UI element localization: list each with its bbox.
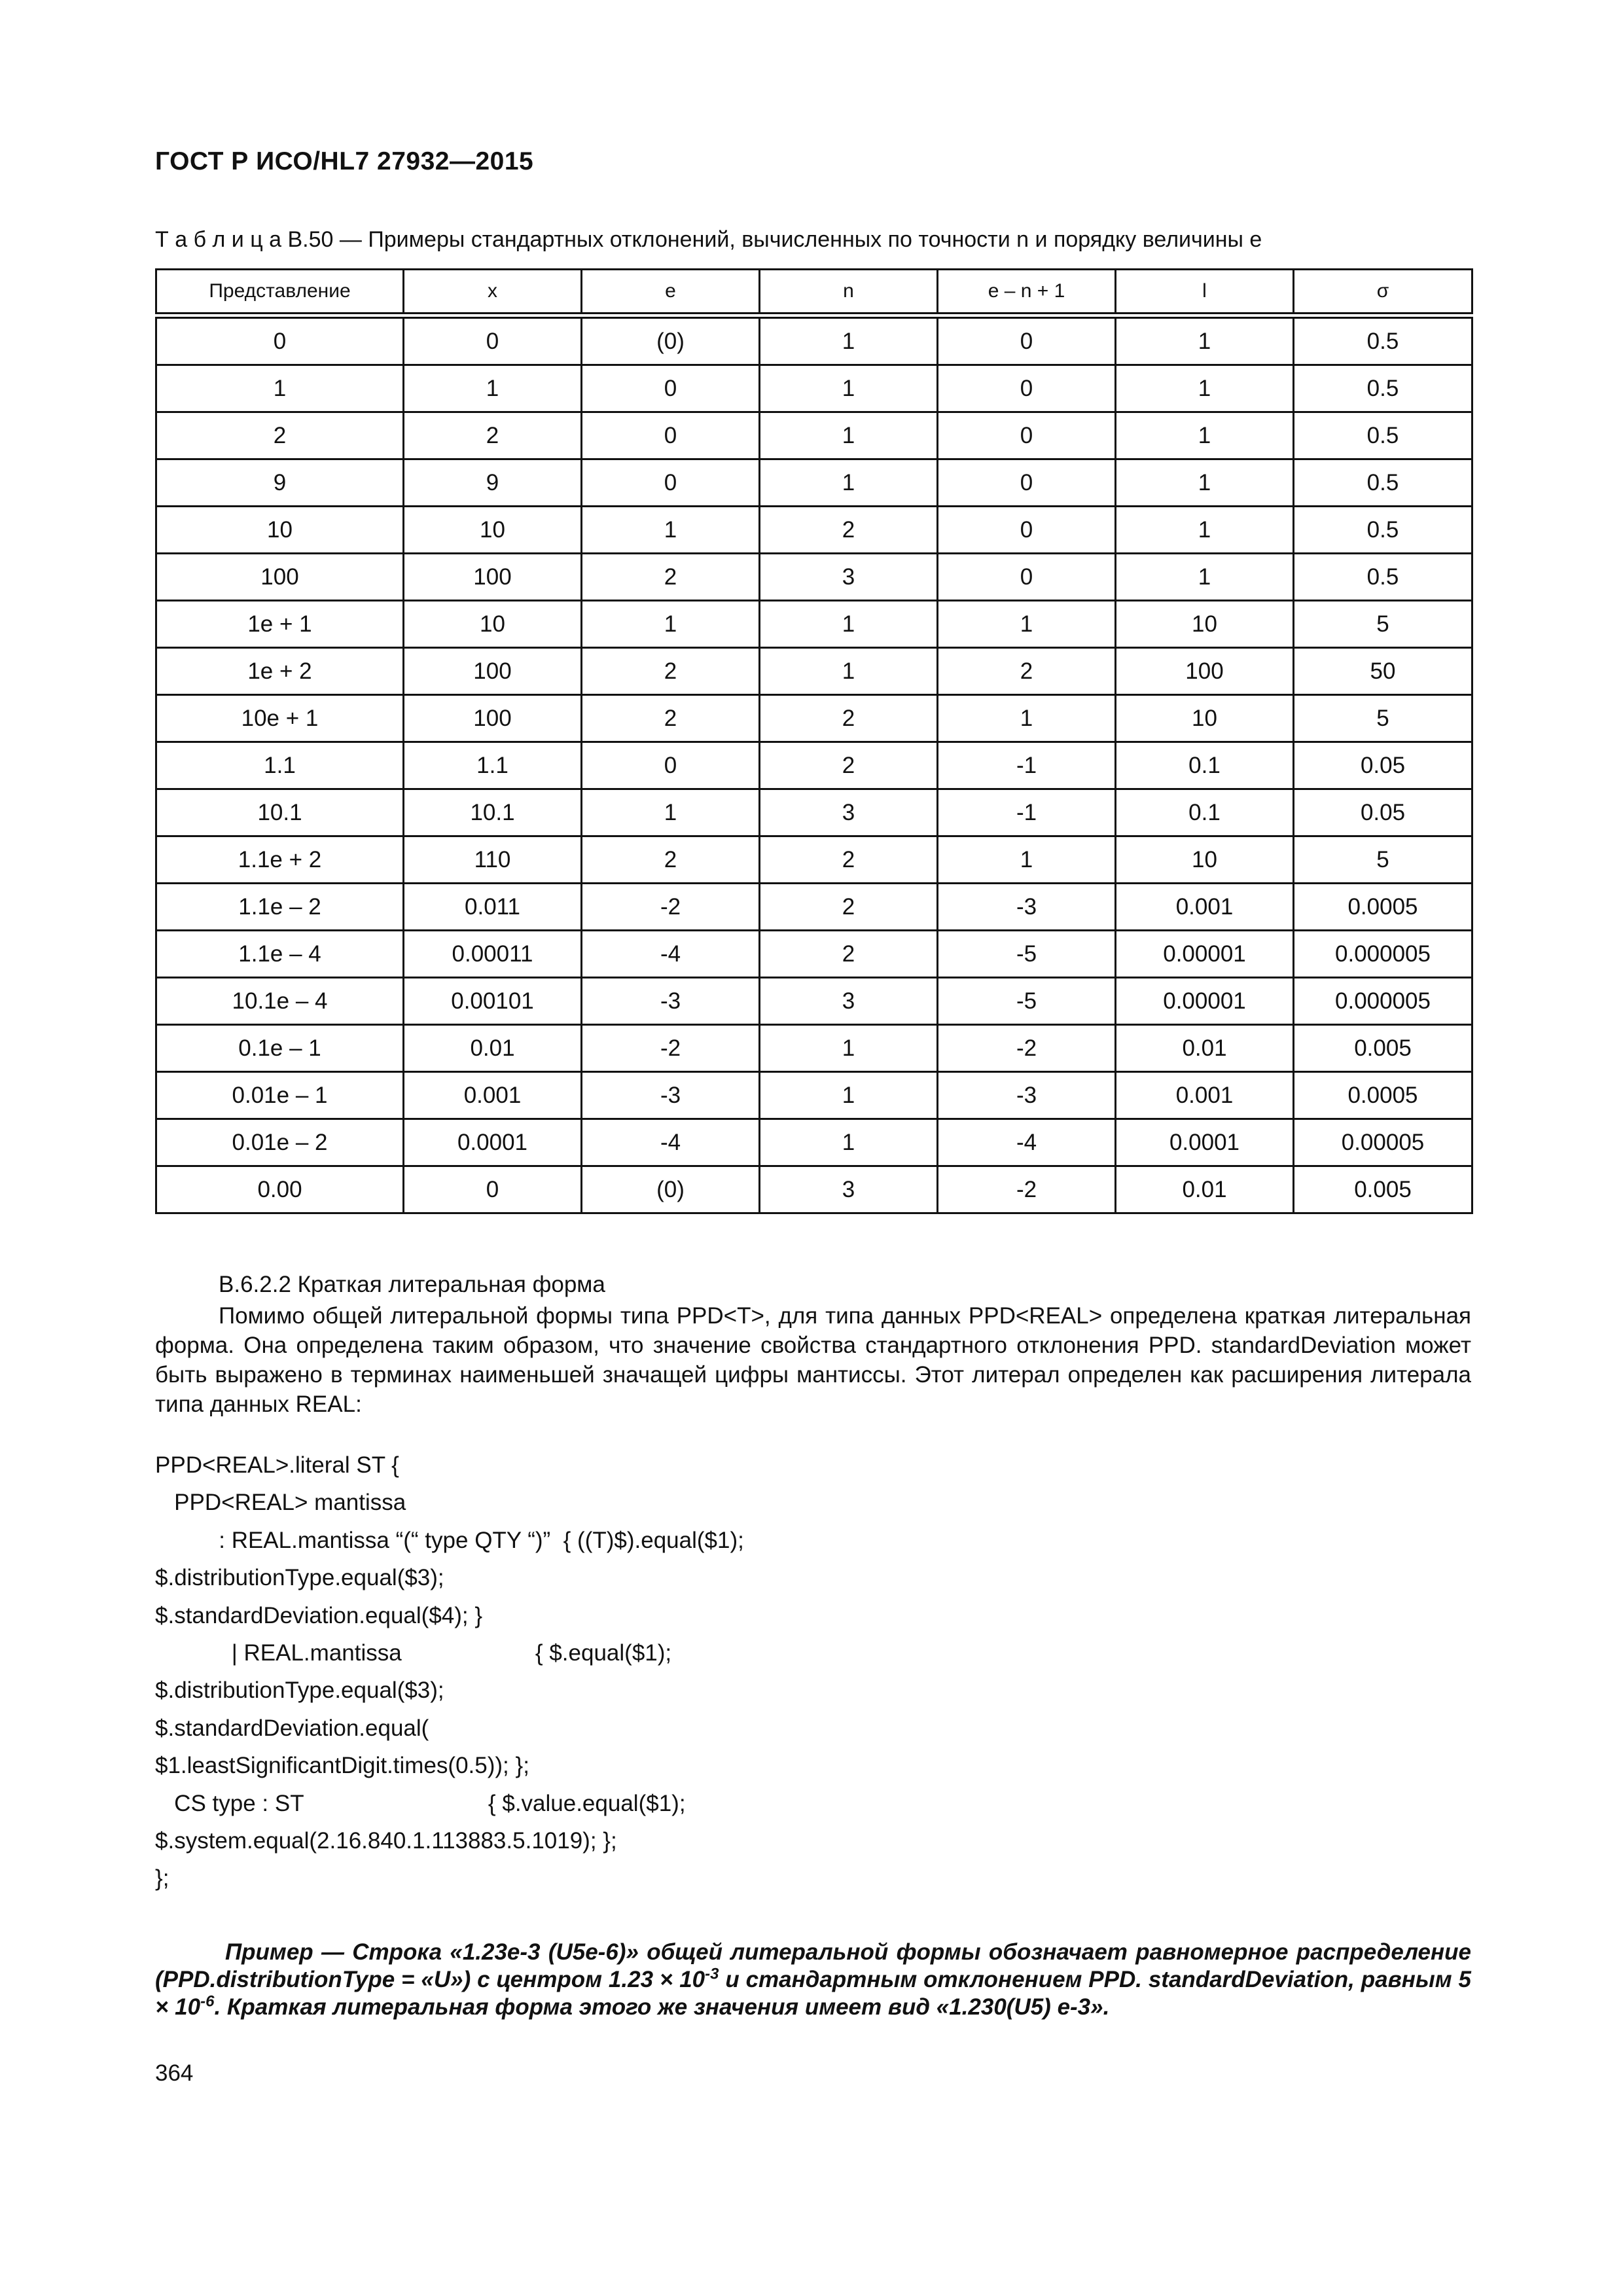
table-cell: 1 (1116, 507, 1294, 554)
table-row (156, 789, 1472, 836)
table-cell: 0.1e – 1 (156, 1025, 404, 1072)
table-caption (155, 227, 1262, 253)
table-cell: 1 (760, 648, 938, 695)
table-cell: 0.5 (1294, 554, 1472, 601)
table-cell: 0.5 (1294, 412, 1472, 459)
table-cell: 9 (156, 459, 404, 507)
table-cell: 0 (938, 459, 1116, 507)
table-cell: 0.01e – 2 (156, 1119, 404, 1166)
table-cell: 0.01 (1116, 1166, 1294, 1213)
table-cell: 1.1e – 2 (156, 884, 404, 931)
table-cell: 0.01 (404, 1025, 582, 1072)
column-header: l (1116, 270, 1294, 316)
table-cell: 1.1 (156, 742, 404, 789)
table-cell: 10 (156, 507, 404, 554)
table-cell: (0) (582, 315, 760, 365)
table-cell: 1 (760, 412, 938, 459)
table-cell: 0 (938, 412, 1116, 459)
table-row (156, 1119, 1472, 1166)
table-caption-label: Т а б л и ц а (155, 227, 282, 252)
table-cell: -4 (582, 931, 760, 978)
table-cell: 9 (404, 459, 582, 507)
code-line: : REAL.mantissa “(“ type QTY “)” { ((T)$).equal($1); (155, 1527, 744, 1553)
table-cell: 0.00005 (1294, 1119, 1472, 1166)
table-cell: 1 (760, 601, 938, 648)
table-cell: -5 (938, 978, 1116, 1025)
table-cell: 0.000005 (1294, 931, 1472, 978)
table-cell: 2 (938, 648, 1116, 695)
table-cell: 0.1 (1116, 789, 1294, 836)
table-row (156, 695, 1472, 742)
table-cell: 0.5 (1294, 459, 1472, 507)
table-cell: 0 (404, 315, 582, 365)
table-row (156, 412, 1472, 459)
table-row (156, 365, 1472, 412)
table-cell: -4 (938, 1119, 1116, 1166)
table-cell: 10.1 (156, 789, 404, 836)
table-cell: 110 (404, 836, 582, 884)
table-caption-text: В.50 — Примеры стандартных отклонений, вычисленных по точности n и порядку величины e (287, 227, 1262, 252)
table-cell: 1 (760, 1119, 938, 1166)
table-cell: 0.00011 (404, 931, 582, 978)
table-cell: 1 (156, 365, 404, 412)
table-cell: 2 (760, 884, 938, 931)
table-row (156, 648, 1472, 695)
table-cell: 1 (1116, 554, 1294, 601)
table-cell: 1 (938, 601, 1116, 648)
column-header: n (760, 270, 938, 316)
table-cell: -3 (582, 978, 760, 1025)
example-text-1: Пример — Строка «1.23e-3 (U5e-6)» общей литеральной формы обозначает равномерное распределение (PPD.distributionType = «U») с центром 1.23 × 10 (155, 1939, 1471, 1992)
code-line: CS type : ST { $.value.equal($1); (155, 1790, 686, 1816)
table-cell: 0 (404, 1166, 582, 1213)
table-cell: 100 (156, 554, 404, 601)
table-cell: 3 (760, 554, 938, 601)
code-line: PPD<REAL>.literal ST { (155, 1452, 399, 1478)
table-cell: 0.0001 (404, 1119, 582, 1166)
table-cell: 2 (582, 695, 760, 742)
table-row (156, 1025, 1472, 1072)
table-cell: 0.001 (404, 1072, 582, 1119)
table-cell: 0.00101 (404, 978, 582, 1025)
code-line: $.system.equal(2.16.840.1.113883.5.1019); }; (155, 1828, 617, 1854)
section-title: В.6.2.2 Краткая литеральная форма (219, 1272, 605, 1297)
code-line: $.distributionType.equal($3); (155, 1565, 444, 1591)
table-cell: 1 (582, 507, 760, 554)
table-cell: 2 (404, 412, 582, 459)
table-row (156, 507, 1472, 554)
table-cell: 1 (582, 789, 760, 836)
page-number: 364 (155, 2060, 194, 2086)
table-cell: 1.1e – 4 (156, 931, 404, 978)
table-cell: 2 (582, 554, 760, 601)
section-paragraph: Помимо общей литеральной формы типа PPD<T>, для типа данных PPD<REAL> определена краткая литеральная форма. Она определена таким образом, что значение свойства стандартного отклонения PPD. standardDeviation может быть выражено в терминах наименьшей значащей цифры мантиссы. Этот литерал определен как расширения литерала типа данных REAL: (155, 1303, 1471, 1417)
column-header: Представление (156, 270, 404, 316)
standard-header: ГОСТ Р ИСО/HL7 27932—2015 (155, 147, 534, 175)
table-cell: 0.000005 (1294, 978, 1472, 1025)
table-cell: 1 (760, 1072, 938, 1119)
table-cell: 2 (760, 836, 938, 884)
table-cell: 1 (404, 365, 582, 412)
table-cell: 0.01e – 1 (156, 1072, 404, 1119)
table-cell: 100 (404, 648, 582, 695)
table-cell: 0.01 (1116, 1025, 1294, 1072)
table-row (156, 931, 1472, 978)
table-cell: 10 (404, 601, 582, 648)
column-header: e – n + 1 (938, 270, 1116, 316)
table-cell: 3 (760, 1166, 938, 1213)
table-cell: 1 (1116, 365, 1294, 412)
table-cell: 2 (156, 412, 404, 459)
table-cell: 0.00 (156, 1166, 404, 1213)
table-cell: (0) (582, 1166, 760, 1213)
table-cell: 10 (1116, 601, 1294, 648)
table-cell: 1 (1116, 412, 1294, 459)
table-cell: 0.005 (1294, 1166, 1472, 1213)
table-row (156, 1072, 1472, 1119)
table-cell: 0.05 (1294, 789, 1472, 836)
table-cell: 0.001 (1116, 1072, 1294, 1119)
table-cell: 1 (760, 365, 938, 412)
table-cell: 0.5 (1294, 507, 1472, 554)
table-cell: 10 (404, 507, 582, 554)
table-cell: 3 (760, 978, 938, 1025)
table-cell: -2 (582, 884, 760, 931)
table-cell: -2 (938, 1025, 1116, 1072)
table-cell: -5 (938, 931, 1116, 978)
table-cell: -1 (938, 742, 1116, 789)
table-row (156, 884, 1472, 931)
table-cell: 100 (1116, 648, 1294, 695)
column-header: x (404, 270, 582, 316)
table-header-row (156, 270, 1472, 316)
table-cell: 0.0005 (1294, 1072, 1472, 1119)
code-line: PPD<REAL> mantissa (155, 1490, 406, 1516)
table-cell: -2 (938, 1166, 1116, 1213)
table-row (156, 836, 1472, 884)
table-cell: 1e + 1 (156, 601, 404, 648)
table-cell: 0.5 (1294, 365, 1472, 412)
table-cell: 1 (938, 836, 1116, 884)
column-header: e (582, 270, 760, 316)
table-row (156, 601, 1472, 648)
example-text-3: . Краткая литеральная форма этого же значения имеет вид «1.230(U5) e-3». (214, 1994, 1110, 2020)
table-cell: 10.1e – 4 (156, 978, 404, 1025)
table-cell: 1.1e + 2 (156, 836, 404, 884)
table-cell: 1 (1116, 459, 1294, 507)
table-cell: 0.00001 (1116, 931, 1294, 978)
table-cell: 2 (760, 507, 938, 554)
table-cell: -2 (582, 1025, 760, 1072)
code-line: | REAL.mantissa { $.equal($1); (155, 1640, 672, 1666)
table-cell: 2 (582, 648, 760, 695)
table-cell: 0.05 (1294, 742, 1472, 789)
table-row (156, 742, 1472, 789)
table-cell: 2 (760, 695, 938, 742)
table-cell: -3 (938, 884, 1116, 931)
table-row (156, 978, 1472, 1025)
table-cell: 10e + 1 (156, 695, 404, 742)
table-row (156, 554, 1472, 601)
table-cell: 10 (1116, 836, 1294, 884)
table-cell: 0 (582, 459, 760, 507)
table-cell: 0 (938, 365, 1116, 412)
table-cell: 0 (582, 365, 760, 412)
example-text-2: и стандартным отклонением PPD. standardDeviation, равным 5 × 10 (155, 1967, 1471, 2020)
table-cell: 0.1 (1116, 742, 1294, 789)
table-cell: 0.0001 (1116, 1119, 1294, 1166)
table-cell: 0 (156, 315, 404, 365)
table-cell: 1e + 2 (156, 648, 404, 695)
table-cell: 0.00001 (1116, 978, 1294, 1025)
table-cell: 0.5 (1294, 315, 1472, 365)
table-cell: 10.1 (404, 789, 582, 836)
table-cell: -4 (582, 1119, 760, 1166)
table-row (156, 1166, 1472, 1213)
table-cell: 1.1 (404, 742, 582, 789)
table-cell: 1 (1116, 315, 1294, 365)
table-cell: 3 (760, 789, 938, 836)
table-cell: -3 (582, 1072, 760, 1119)
table-cell: 10 (1116, 695, 1294, 742)
table-cell: 0.001 (1116, 884, 1294, 931)
table-cell: 0.011 (404, 884, 582, 931)
table-cell: 0 (938, 554, 1116, 601)
table-cell: 0 (582, 412, 760, 459)
table-cell: 1 (582, 601, 760, 648)
table-cell: 50 (1294, 648, 1472, 695)
table-cell: 5 (1294, 601, 1472, 648)
code-line: $1.leastSignificantDigit.times(0.5)); }; (155, 1753, 529, 1779)
table-row (156, 459, 1472, 507)
code-line: $.standardDeviation.equal($4); } (155, 1602, 483, 1628)
table-cell: 0 (938, 315, 1116, 365)
table-cell: 0.0005 (1294, 884, 1472, 931)
table-body (156, 315, 1472, 1213)
table-cell: -1 (938, 789, 1116, 836)
example-note (155, 1939, 1471, 2021)
code-line: }; (155, 1865, 169, 1892)
table-cell: 0 (582, 742, 760, 789)
table-cell: 2 (760, 742, 938, 789)
example-exponent-2: -6 (200, 1992, 215, 2011)
table-cell: 0.005 (1294, 1025, 1472, 1072)
table-row (156, 315, 1472, 365)
table-cell: -3 (938, 1072, 1116, 1119)
code-line: $.distributionType.equal($3); (155, 1677, 444, 1704)
table-cell: 2 (760, 931, 938, 978)
table-cell: 2 (582, 836, 760, 884)
example-exponent-1: -3 (705, 1965, 719, 1983)
table-cell: 100 (404, 554, 582, 601)
table-cell: 100 (404, 695, 582, 742)
table-cell: 1 (938, 695, 1116, 742)
table-cell: 5 (1294, 695, 1472, 742)
table-cell: 1 (760, 315, 938, 365)
table-cell: 1 (760, 459, 938, 507)
table-cell: 1 (760, 1025, 938, 1072)
column-header: σ (1294, 270, 1472, 316)
table-cell: 0 (938, 507, 1116, 554)
code-line: $.standardDeviation.equal( (155, 1715, 429, 1741)
code-block (155, 1446, 744, 1897)
deviation-table (155, 268, 1473, 1214)
table-cell: 5 (1294, 836, 1472, 884)
